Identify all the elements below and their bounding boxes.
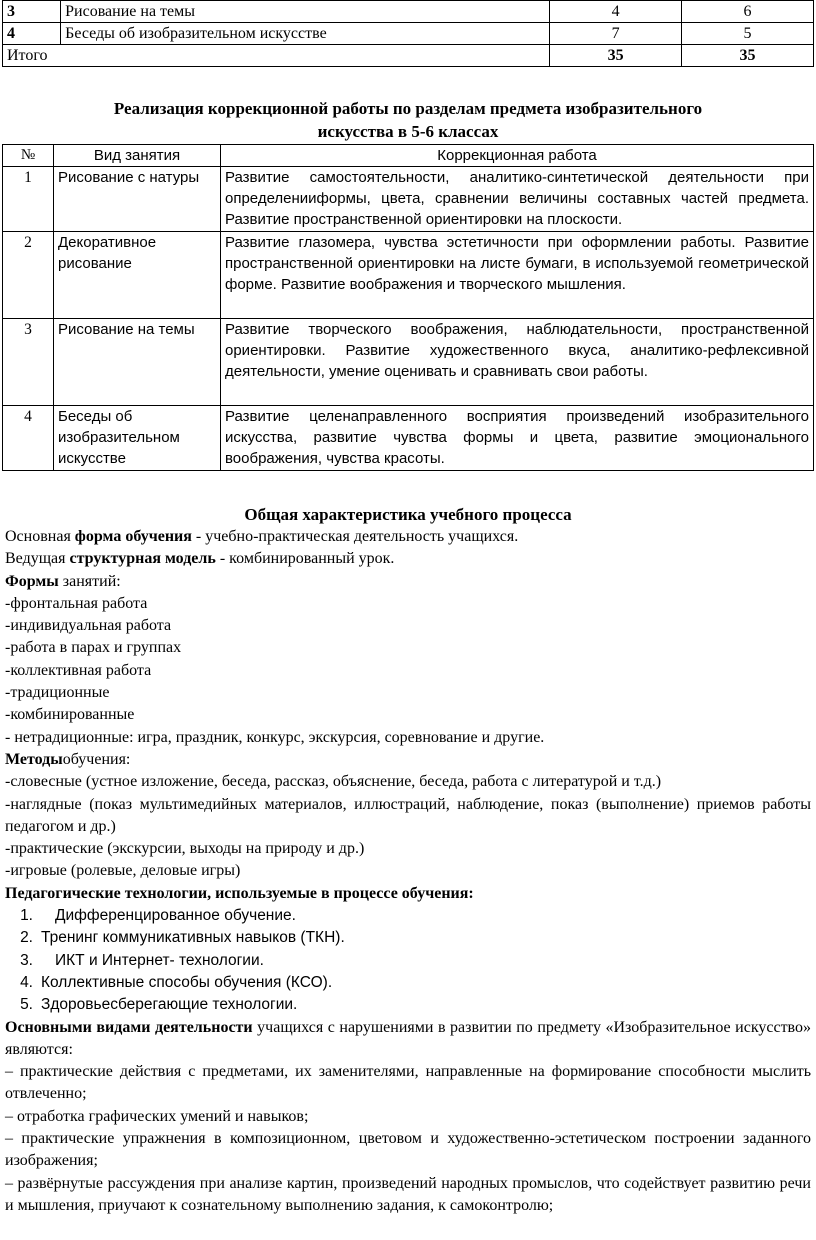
list-item <box>5 927 811 949</box>
methods-line <box>5 749 811 771</box>
row-number: 1 <box>3 167 54 232</box>
row-name: Беседы об изобразительном искусстве <box>61 23 550 45</box>
list-item <box>5 972 811 994</box>
bold-term: Педагогические технологии, используемые в процессе обучения: <box>5 884 474 902</box>
text-span: Ведущая <box>5 550 70 568</box>
bold-term: Основными видами деятельности <box>5 1018 253 1036</box>
row-value-a: 4 <box>550 1 682 23</box>
total-value-b: 35 <box>682 45 814 67</box>
text-span: Основная <box>5 528 75 545</box>
list-item <box>5 905 811 927</box>
tech-heading <box>5 883 811 905</box>
list-item <box>5 994 811 1016</box>
hours-table <box>2 0 814 67</box>
list-item: -работа в парах и группах <box>5 639 182 657</box>
row-kind: Беседы об изобразительном искусстве <box>54 406 221 471</box>
list-text: Тренинг коммуникативных навыков (ТКН). <box>41 929 345 947</box>
row-work: Развитие самостоятельности, аналитико-синтетической деятельности при определенииформы, цвета, сравнении величины составных частей предмета. Развитие пространственной ориентировки на плоскости. <box>221 167 814 232</box>
total-row <box>3 45 814 67</box>
process-heading: Общая характеристика учебного процесса <box>244 505 572 524</box>
row-number: 4 <box>3 406 54 471</box>
table-row <box>3 406 814 471</box>
text-span: занятий: <box>58 572 121 590</box>
list-number: 2. <box>20 929 33 947</box>
model-line <box>5 548 811 570</box>
bold-term: Формы <box>5 572 59 590</box>
list-item: – развёрнутые рассуждения при анализе картин, произведений народных промыслов, что содействует развитию речи и мышления, приучают к сознательному выполнению задания, к самоконтролю; <box>5 1174 811 1214</box>
row-value-b: 5 <box>682 23 814 45</box>
process-text <box>5 526 811 1217</box>
row-kind: Рисование на темы <box>54 319 221 406</box>
text-span: - комбинированный урок. <box>215 550 395 568</box>
bold-term: форма обучения <box>74 528 192 545</box>
list-item: -фронтальная работа <box>5 594 148 612</box>
text-span: - учебно-практическая деятельность учащихся. <box>191 528 519 545</box>
list-number: 4. <box>20 973 33 991</box>
header-number: № <box>3 145 54 167</box>
row-work: Развитие глазомера, чувства эстетичности при оформлении работы. Развитие пространственной ориентировки на листе бумаги, в используемой геометрической форме. Развитие воображения и творческого мышления. <box>221 232 814 319</box>
row-name: Рисование на темы <box>61 1 550 23</box>
table-row <box>3 232 814 319</box>
tech-list <box>5 905 811 1016</box>
row-work: Развитие целенаправленного восприятия произведений изобразительного искусства, развитие чувства формы и цвета, развитие эмоционального воображения, чувства красоты. <box>221 406 814 471</box>
list-number: 3. <box>20 951 33 969</box>
row-kind: Декоративное рисование <box>54 232 221 319</box>
list-item <box>5 950 811 972</box>
list-item: -индивидуальная работа <box>5 617 172 635</box>
row-work: Развитие творческого воображения, наблюдательности, пространственной ориентировки. Развитие художественного вкуса, аналитико-рефлексивной деятельности, умение оценивать и сравнивать свои работы. <box>221 319 814 406</box>
list-text: Коллективные способы обучения (КСО). <box>41 973 333 991</box>
total-label: Итого <box>3 45 550 67</box>
table-row <box>3 1 814 23</box>
row-number: 3 <box>3 319 54 406</box>
kinds-paragraph <box>5 1017 811 1062</box>
list-number: 1. <box>20 907 33 925</box>
list-item: -комбинированные <box>5 706 135 724</box>
bold-term: Методы <box>5 750 63 768</box>
header-kind: Вид занятия <box>54 145 221 167</box>
total-value-a: 35 <box>550 45 682 67</box>
bold-term: структурная модель <box>69 550 216 568</box>
list-item: -практические (экскурсии, выходы на природу и др.) <box>5 840 365 858</box>
list-item: -игровые (ролевые, деловые игры) <box>5 862 241 880</box>
heading-line-1: Реализация коррекционной работы по разделам предмета изобразительного <box>113 99 703 118</box>
row-kind: Рисование с натуры <box>54 167 221 232</box>
list-item: -коллективная работа <box>5 661 152 679</box>
header-row <box>3 145 814 167</box>
correction-heading <box>0 97 816 143</box>
row-number: 4 <box>3 23 61 45</box>
table-row <box>3 167 814 232</box>
list-item: – отработка графических умений и навыков; <box>5 1107 309 1125</box>
row-number: 3 <box>3 1 61 23</box>
row-value-b: 6 <box>682 1 814 23</box>
list-item: - нетрадиционные: игра, праздник, конкурс, экскурсия, соревнование и другие. <box>5 728 545 746</box>
forms-line <box>5 571 811 593</box>
correction-table <box>2 144 814 471</box>
text-span: обучения: <box>62 750 131 768</box>
list-text: ИКТ и Интернет- технологии. <box>55 951 264 969</box>
list-number: 5. <box>20 996 33 1014</box>
list-item: – практические упражнения в композиционном, цветовом и художественно-эстетическом построении заданного изображения; <box>5 1130 811 1170</box>
form-line <box>5 526 811 548</box>
row-number: 2 <box>3 232 54 319</box>
list-text: Здоровьесберегающие технологии. <box>41 996 298 1014</box>
list-item: -наглядные (показ мультимедийных материалов, иллюстраций, наблюдение, показ (выполнение) приемов работы педагогом и др.) <box>5 795 811 835</box>
header-work: Коррекционная работа <box>221 145 814 167</box>
list-item: -традиционные <box>5 684 110 702</box>
table-row <box>3 23 814 45</box>
text-span: учащихся с нарушениями в развитии по предмету «Изобразительное искусство» являются: <box>5 1018 812 1058</box>
list-item: -словесные (устное изложение, беседа, рассказ, объяснение, беседа, работа с литературой и т.д.) <box>5 773 662 791</box>
table-row <box>3 319 814 406</box>
heading-line-2: искусства в 5-6 классах <box>317 122 499 141</box>
list-item: – практические действия с предметами, их заменителями, направленные на формирование способности мыслить отвлеченно; <box>5 1063 811 1103</box>
row-value-a: 7 <box>550 23 682 45</box>
list-text: Дифференцированное обучение. <box>55 907 296 925</box>
